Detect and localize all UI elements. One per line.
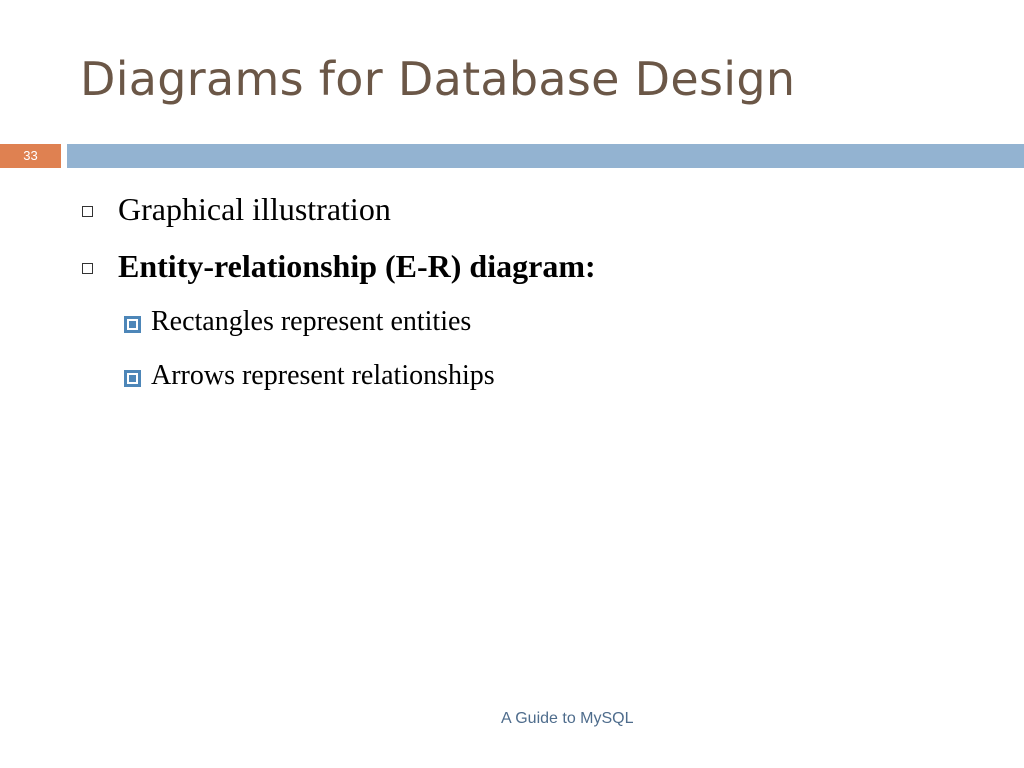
- slide-number: 33: [23, 148, 38, 163]
- filled-square-bullet-icon: [124, 370, 141, 387]
- sub-bullet-text: Arrows represent relationships: [151, 360, 495, 391]
- slide-title: Diagrams for Database Design: [80, 52, 796, 106]
- footer-text: A Guide to MySQL: [501, 710, 634, 727]
- slide-number-badge: [0, 144, 61, 168]
- filled-square-bullet-icon: [124, 316, 141, 333]
- bullet-text: Entity-relationship (E-R) diagram:: [118, 248, 596, 284]
- sub-bullet-text: Rectangles represent entities: [151, 306, 472, 337]
- hollow-square-bullet-icon: [82, 206, 93, 217]
- bullet-text: Graphical illustration: [118, 191, 391, 227]
- hollow-square-bullet-icon: [82, 263, 93, 274]
- header-rule: [67, 144, 1024, 168]
